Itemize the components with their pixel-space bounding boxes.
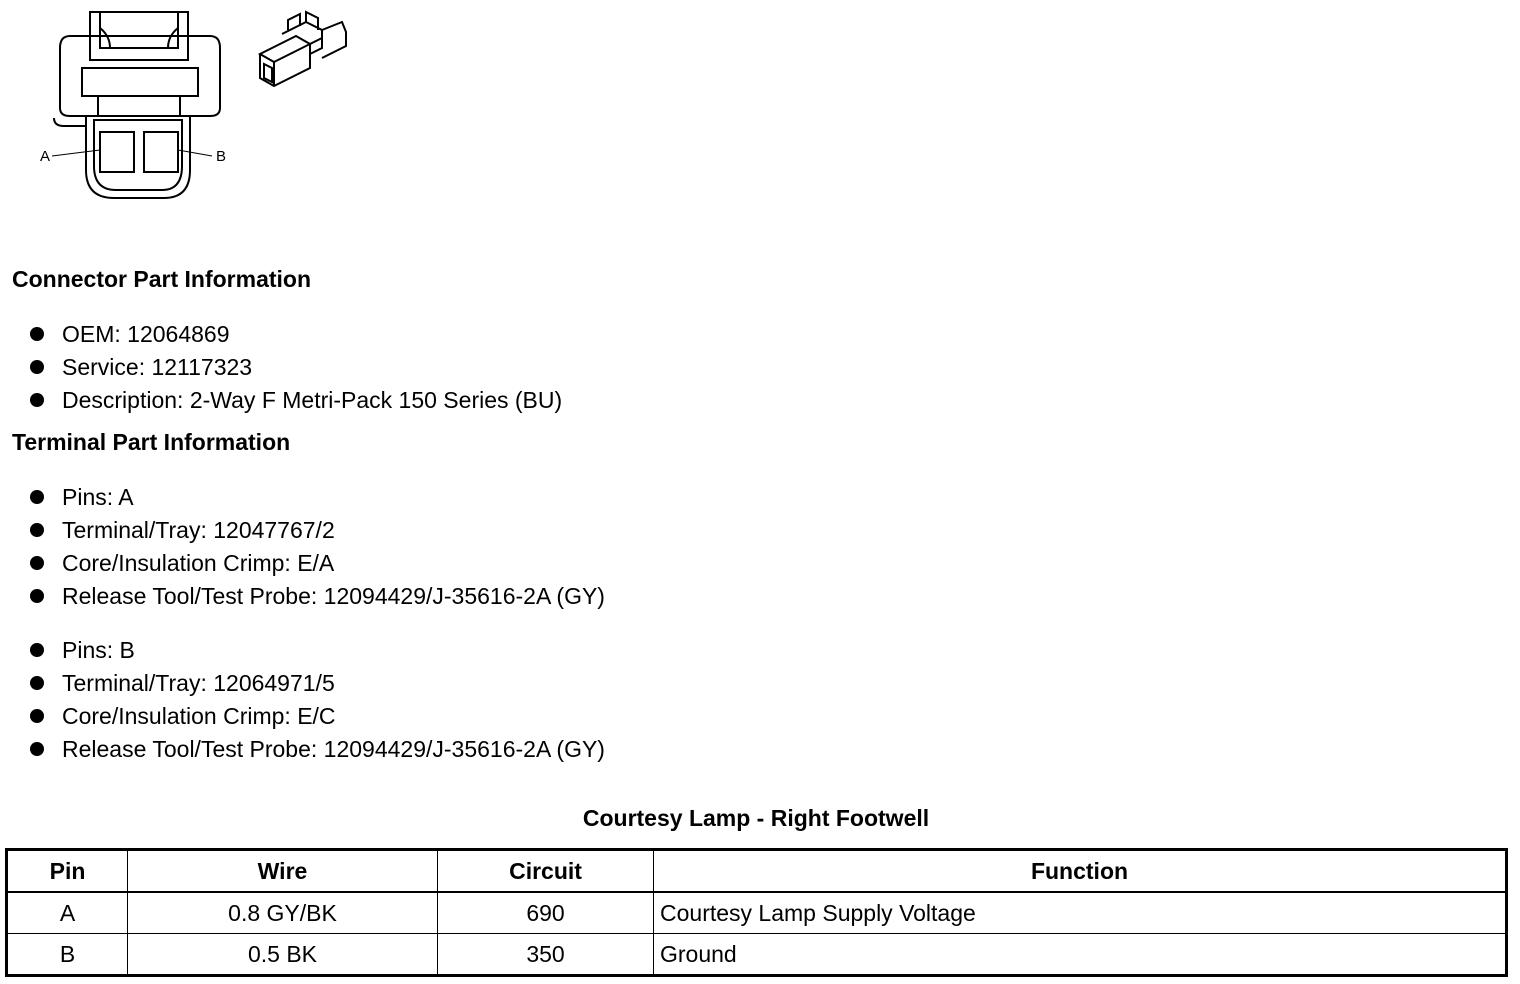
list-item: Pins: B [28, 634, 605, 667]
pin-table [5, 848, 1508, 977]
cell-function: Ground [654, 934, 1507, 976]
list-item: OEM: 12064869 [28, 318, 562, 351]
cell-pin: B [7, 934, 128, 976]
connector-part-info-heading: Connector Part Information [12, 266, 312, 292]
cell-pin: A [7, 892, 128, 934]
header-pin: Pin [7, 850, 128, 893]
terminal-part-info-heading: Terminal Part Information [12, 429, 291, 455]
terminal-pin-b-list [28, 634, 605, 766]
pin-label-b: B [216, 148, 227, 165]
list-item: Pins: A [28, 481, 605, 514]
cell-wire: 0.5 BK [128, 934, 438, 976]
connector-isometric-diagram [252, 8, 352, 93]
cell-function: Courtesy Lamp Supply Voltage [654, 892, 1507, 934]
list-item: Description: 2-Way F Metri-Pack 150 Series (BU) [28, 384, 562, 417]
cell-circuit: 350 [438, 934, 654, 976]
connector-face-diagram [30, 8, 240, 208]
table-row [7, 934, 1507, 976]
terminal-pin-a-list [28, 481, 605, 613]
list-item: Terminal/Tray: 12064971/5 [28, 667, 605, 700]
header-circuit: Circuit [438, 850, 654, 893]
list-item: Release Tool/Test Probe: 12094429/J-35616-2A (GY) [28, 580, 605, 613]
list-item: Core/Insulation Crimp: E/C [28, 700, 605, 733]
table-header-row [7, 850, 1507, 893]
header-wire: Wire [128, 850, 438, 893]
header-function: Function [654, 850, 1507, 893]
cavity-a [100, 132, 134, 172]
cell-wire: 0.8 GY/BK [128, 892, 438, 934]
cavity-b [144, 132, 178, 172]
list-item: Terminal/Tray: 12047767/2 [28, 514, 605, 547]
pin-label-a: A [40, 148, 51, 165]
list-item: Service: 12117323 [28, 351, 562, 384]
list-item: Release Tool/Test Probe: 12094429/J-35616-2A (GY) [28, 733, 605, 766]
list-item: Core/Insulation Crimp: E/A [28, 547, 605, 580]
table-row [7, 892, 1507, 934]
cell-circuit: 690 [438, 892, 654, 934]
connector-part-info-list [28, 318, 562, 417]
pin-table-title: Courtesy Lamp - Right Footwell [582, 805, 930, 831]
